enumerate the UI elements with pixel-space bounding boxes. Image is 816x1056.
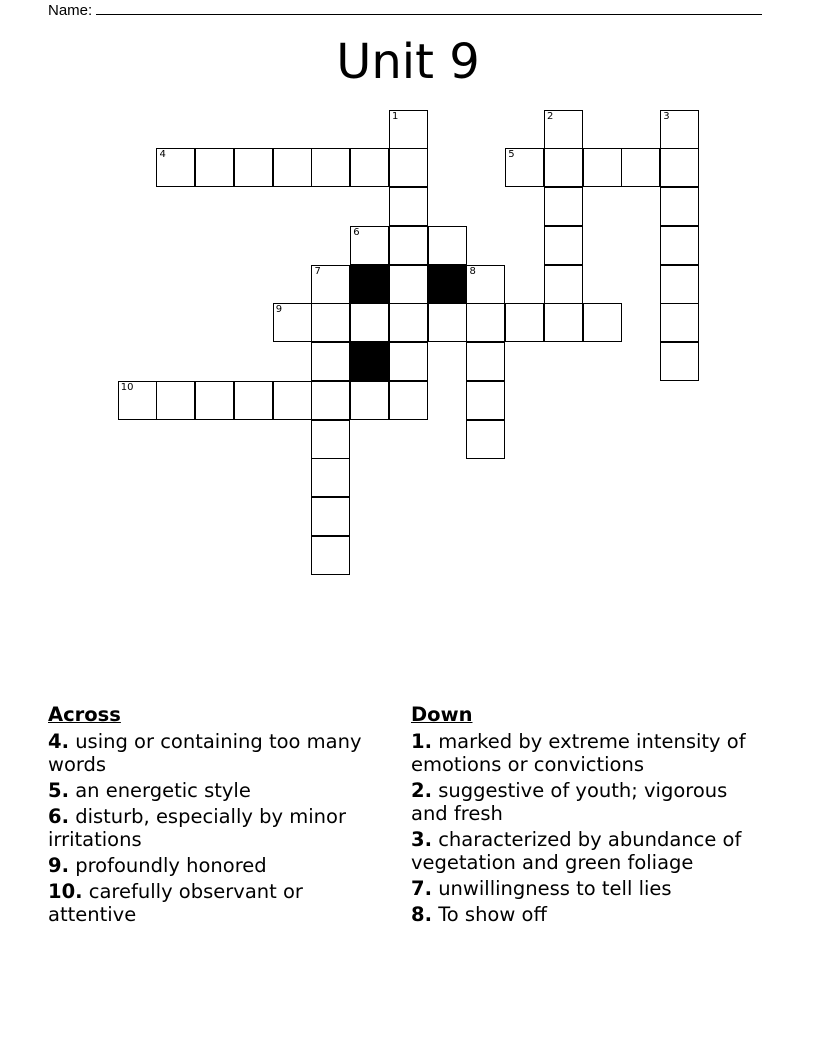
- grid-cell[interactable]: [660, 226, 699, 265]
- grid-cell[interactable]: [311, 420, 350, 459]
- grid-cell[interactable]: [660, 148, 699, 187]
- grid-cell[interactable]: [389, 342, 428, 381]
- across-heading: Across: [48, 703, 121, 726]
- grid-cell[interactable]: [466, 420, 505, 459]
- grid-cell[interactable]: [660, 110, 699, 149]
- grid-cell[interactable]: [428, 303, 467, 342]
- across-clue: [48, 805, 388, 851]
- grid-cell[interactable]: [660, 265, 699, 304]
- across-clue: [48, 880, 388, 926]
- grid-cell[interactable]: [350, 381, 389, 420]
- grid-cell[interactable]: [311, 148, 350, 187]
- black-cell: [350, 265, 389, 304]
- grid-cell[interactable]: [311, 265, 350, 304]
- clue-num: 9.: [48, 854, 69, 877]
- across-clues: [48, 703, 388, 929]
- name-line[interactable]: [96, 0, 762, 15]
- down-clue: [411, 779, 751, 825]
- grid-cell[interactable]: [311, 342, 350, 381]
- grid-cell[interactable]: [544, 303, 583, 342]
- across-clue: [48, 854, 388, 877]
- grid-cell[interactable]: [660, 187, 699, 226]
- grid-cell[interactable]: [311, 458, 350, 497]
- grid-cell[interactable]: [350, 226, 389, 265]
- page-title: Unit 9: [336, 34, 480, 90]
- grid-cell[interactable]: [389, 381, 428, 420]
- clue-text: carefully observant or attentive: [48, 880, 303, 926]
- grid-cell[interactable]: [544, 148, 583, 187]
- clue-number: 5: [508, 149, 515, 161]
- clue-num: 10.: [48, 880, 83, 903]
- grid-cell[interactable]: [660, 303, 699, 342]
- grid-cell[interactable]: [544, 187, 583, 226]
- clue-num: 8.: [411, 903, 432, 926]
- clue-text: unwillingness to tell lies: [438, 877, 672, 900]
- grid-cell[interactable]: [389, 148, 428, 187]
- grid-cell[interactable]: [544, 226, 583, 265]
- clue-number: 4: [159, 149, 166, 161]
- clue-num: 7.: [411, 877, 432, 900]
- down-clue: [411, 903, 751, 926]
- grid-cell[interactable]: [311, 381, 350, 420]
- clue-num: 2.: [411, 779, 432, 802]
- grid-cell[interactable]: [389, 303, 428, 342]
- grid-cell[interactable]: [466, 342, 505, 381]
- grid-cell[interactable]: [273, 381, 312, 420]
- grid-cell[interactable]: [389, 265, 428, 304]
- grid-cell[interactable]: [311, 303, 350, 342]
- grid-cell[interactable]: [466, 265, 505, 304]
- clue-text: using or containing too many words: [48, 730, 362, 776]
- grid-cell[interactable]: [350, 303, 389, 342]
- grid-cell[interactable]: [428, 226, 467, 265]
- clue-text: profoundly honored: [75, 854, 267, 877]
- grid-cell[interactable]: [350, 148, 389, 187]
- clue-number: 2: [546, 110, 554, 122]
- down-clues: [411, 703, 751, 929]
- down-clue: [411, 828, 751, 874]
- name-field[interactable]: [48, 0, 762, 19]
- grid-cell[interactable]: [583, 148, 622, 187]
- grid-cell[interactable]: [311, 497, 350, 536]
- grid-cell[interactable]: [118, 381, 157, 420]
- down-clue: [411, 730, 751, 776]
- grid-cell[interactable]: [583, 303, 622, 342]
- grid-cell[interactable]: [466, 303, 505, 342]
- clue-num: 6.: [48, 805, 69, 828]
- clue-text: To show off: [438, 903, 547, 926]
- grid-cell[interactable]: [544, 265, 583, 304]
- grid-cell[interactable]: [621, 148, 660, 187]
- clue-number: 9: [275, 304, 283, 316]
- grid-cell[interactable]: [195, 148, 234, 187]
- name-label: Name:: [48, 2, 93, 19]
- clue-number: 1: [391, 110, 399, 122]
- grid-cell[interactable]: [389, 226, 428, 265]
- clue-number: 3: [663, 110, 670, 122]
- down-clue: [411, 877, 751, 900]
- grid-cell[interactable]: [389, 110, 428, 149]
- clue-text: suggestive of youth; vigorous and fresh: [411, 779, 728, 825]
- black-cell: [350, 342, 389, 381]
- clue-num: 1.: [411, 730, 432, 753]
- clue-text: disturb, especially by minor irritations: [48, 805, 346, 851]
- grid-cell[interactable]: [466, 381, 505, 420]
- clue-number: 6: [353, 226, 360, 238]
- black-cell: [428, 265, 467, 304]
- clue-number: 10: [120, 381, 134, 393]
- clue-num: 3.: [411, 828, 432, 851]
- grid-cell[interactable]: [544, 110, 583, 149]
- grid-cell[interactable]: [273, 148, 312, 187]
- clue-num: 4.: [48, 730, 69, 753]
- grid-cell[interactable]: [156, 381, 195, 420]
- grid-cell[interactable]: [156, 148, 195, 187]
- clue-text: marked by extreme intensity of emotions or convictions: [411, 730, 746, 776]
- clue-num: 5.: [48, 779, 69, 802]
- clue-text: an energetic style: [75, 779, 251, 802]
- across-clue: [48, 779, 388, 802]
- grid-cell[interactable]: [234, 148, 273, 187]
- grid-cell[interactable]: [505, 303, 544, 342]
- grid-cell[interactable]: [505, 148, 544, 187]
- grid-cell[interactable]: [660, 342, 699, 381]
- grid-cell[interactable]: [311, 536, 350, 575]
- clue-number: 8: [469, 265, 476, 277]
- grid-cell[interactable]: [273, 303, 312, 342]
- grid-cell[interactable]: [234, 381, 273, 420]
- clue-text: characterized by abundance of vegetation and green foliage: [411, 828, 742, 874]
- down-heading: Down: [411, 703, 473, 726]
- grid-cell[interactable]: [389, 187, 428, 226]
- across-clue: [48, 730, 388, 776]
- clue-number: 7: [314, 265, 321, 277]
- grid-cell[interactable]: [195, 381, 234, 420]
